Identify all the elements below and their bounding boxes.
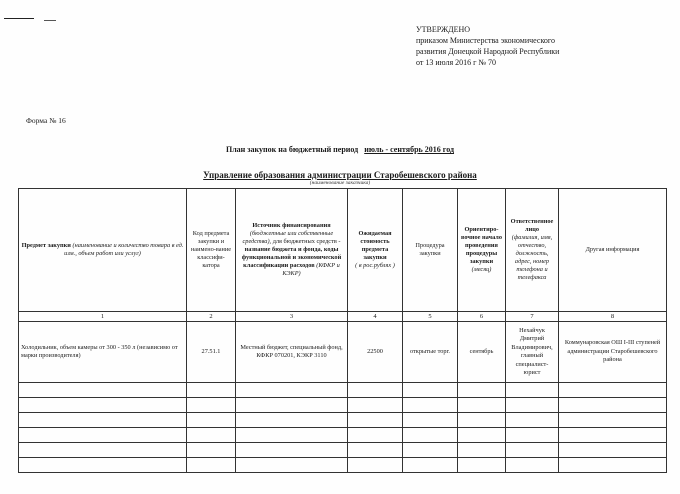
empty-row [19,428,667,443]
plan-period: июль - сентябрь 2016 год [364,145,455,154]
approval-line: развития Донецкой Народной Республики [416,47,560,56]
column-number: 1 [19,312,187,322]
column-number: 7 [506,312,559,322]
approval-block [416,24,559,68]
column-number: 3 [236,312,348,322]
header-code: Код предмета закупки и наимено-вание классифи-катора [187,189,236,312]
cell-responsible: Нехайчук Дмитрий Владимирович, главный специалист-юрист [506,322,559,383]
empty-row [19,458,667,473]
table-header-row [19,189,667,312]
table-row [19,322,667,383]
approval-line: приказом Министерства экономического [416,36,555,45]
cell-source: Местный бюджет, специальный фонд, КФКР 070201, КЭКР 3110 [236,322,348,383]
form-number: Форма № 16 [26,116,66,125]
column-number: 2 [187,312,236,322]
cell-subject: Холодильник, объем камеры от 300 - 350 л (независимо от марки производителя) [19,322,187,383]
empty-row [19,398,667,413]
empty-row [19,383,667,398]
cell-other: Коммунаровская ОШ I-III ступеней администрации Старобешевского района [559,322,667,383]
empty-row [19,443,667,458]
column-number: 4 [348,312,403,322]
scan-artifact-line [4,18,34,19]
empty-row [19,413,667,428]
column-number: 6 [458,312,506,322]
procurement-table [18,188,667,473]
plan-title-prefix: План закупок на бюджетный период [225,145,359,154]
column-number-row [19,312,667,322]
header-responsible: Ответственное лицо (фамилия, имя, отчество, должность, адрес, номер телефона и телефакса [506,189,559,312]
header-subject: Предмет закупки (наименование и количество товара в ед. изм., объем работ или услуг) [19,189,187,312]
header-cost: Ожидаемая стоимость предмета закупки ( в рос.рублях ) [348,189,403,312]
column-number: 8 [559,312,667,322]
approval-date: от 13 июля 2016 г № 70 [416,58,497,67]
organization-caption: (наименование заказчика) [309,180,371,186]
column-number: 5 [403,312,458,322]
plan-title [0,145,680,154]
header-procedure: Процедура закупки [403,189,458,312]
header-start: Ориентиро-вочное начало проведения процедуры закупки (месяц) [458,189,506,312]
cell-procedure: открытые торг. [403,322,458,383]
cell-cost: 22500 [348,322,403,383]
cell-start: сентябрь [458,322,506,383]
approval-title: УТВЕРЖДЕНО [416,25,471,34]
header-source: Источник финансирования (бюджетные или собственные средства), для бюджетных средств - название бюджета и фонда, коды функциональной и экономической классификации расходов (КФКР и КЭКР) [236,189,348,312]
organization-name: Управление образования администрации Старобешевского района [203,170,477,180]
scan-artifact-line [44,20,56,21]
header-other: Другая информация [559,189,667,312]
cell-code: 27.51.1 [187,322,236,383]
